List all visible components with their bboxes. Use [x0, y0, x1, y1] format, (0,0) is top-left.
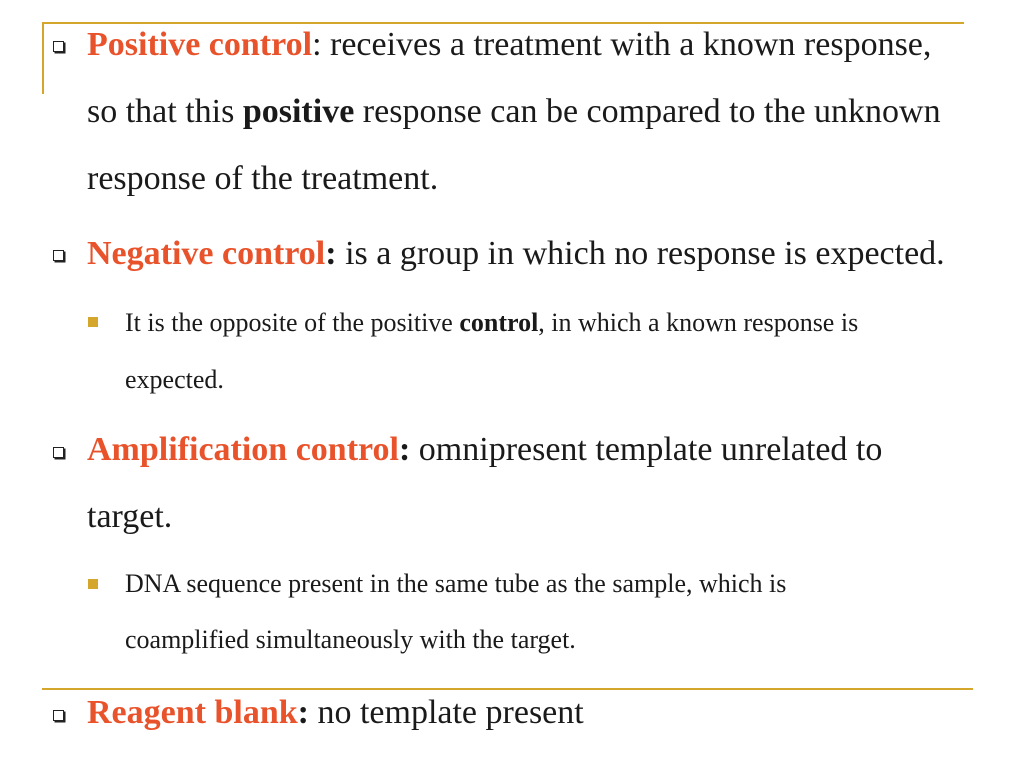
- reagent-blank-colon: :: [297, 694, 309, 731]
- negative-control-line-1: [87, 237, 945, 271]
- positive-control-text-3: response can be compared to the unknown: [354, 93, 941, 130]
- checkbox-bullet-icon: [53, 447, 64, 458]
- reagent-blank-text: no template present: [308, 694, 584, 731]
- positive-control-text-2: so that this: [87, 93, 243, 130]
- amplification-control-term: Amplification control: [87, 431, 399, 468]
- amplification-control-text-2: target.: [87, 498, 173, 535]
- positive-control-text-4: response of the treatment.: [87, 160, 439, 197]
- top-rule: [42, 22, 964, 24]
- amplification-control-text: omnipresent template unrelated to: [410, 431, 883, 468]
- amplification-control-colon: :: [398, 431, 411, 468]
- negative-sub-text: It is the opposite of the positive: [125, 308, 460, 337]
- amplification-control-line-1: [87, 433, 882, 467]
- negative-control-colon: :: [325, 235, 337, 272]
- negative-control-term: Negative control: [87, 235, 326, 272]
- negative-control-sub-line-2: [125, 367, 224, 393]
- negative-sub-text-2: , in which a known response is: [538, 308, 859, 337]
- amplification-control-sub-line-2: [125, 627, 576, 653]
- checkbox-bullet-icon: [53, 710, 64, 721]
- square-bullet-icon: [88, 317, 98, 327]
- positive-control-text: : receives a treatment with a known response,: [312, 26, 932, 63]
- checkbox-bullet-icon: [53, 250, 64, 261]
- amplification-sub-text: DNA sequence present in the same tube as the sample, which is: [125, 569, 787, 598]
- amplification-control-line-2: [87, 500, 172, 534]
- negative-sub-bold: control: [459, 308, 539, 337]
- positive-control-line-1: [87, 28, 931, 62]
- negative-control-text: is a group in which no response is expected.: [336, 235, 945, 272]
- amplification-sub-text-2: coamplified simultaneously with the target.: [125, 625, 576, 654]
- reagent-blank-line: [87, 696, 584, 730]
- positive-control-term: Positive control: [87, 26, 313, 63]
- square-bullet-icon: [88, 579, 98, 589]
- amplification-control-sub-line-1: [125, 571, 786, 597]
- checkbox-bullet-icon: [53, 41, 64, 52]
- positive-bold-word: positive: [242, 93, 355, 130]
- left-rule: [42, 22, 44, 94]
- positive-control-line-3: [87, 162, 438, 196]
- negative-sub-text-3: expected.: [125, 365, 224, 394]
- bottom-rule: [42, 688, 973, 690]
- reagent-blank-term: Reagent blank: [87, 694, 298, 731]
- negative-control-sub-line-1: [125, 310, 858, 336]
- positive-control-line-2: [87, 95, 941, 129]
